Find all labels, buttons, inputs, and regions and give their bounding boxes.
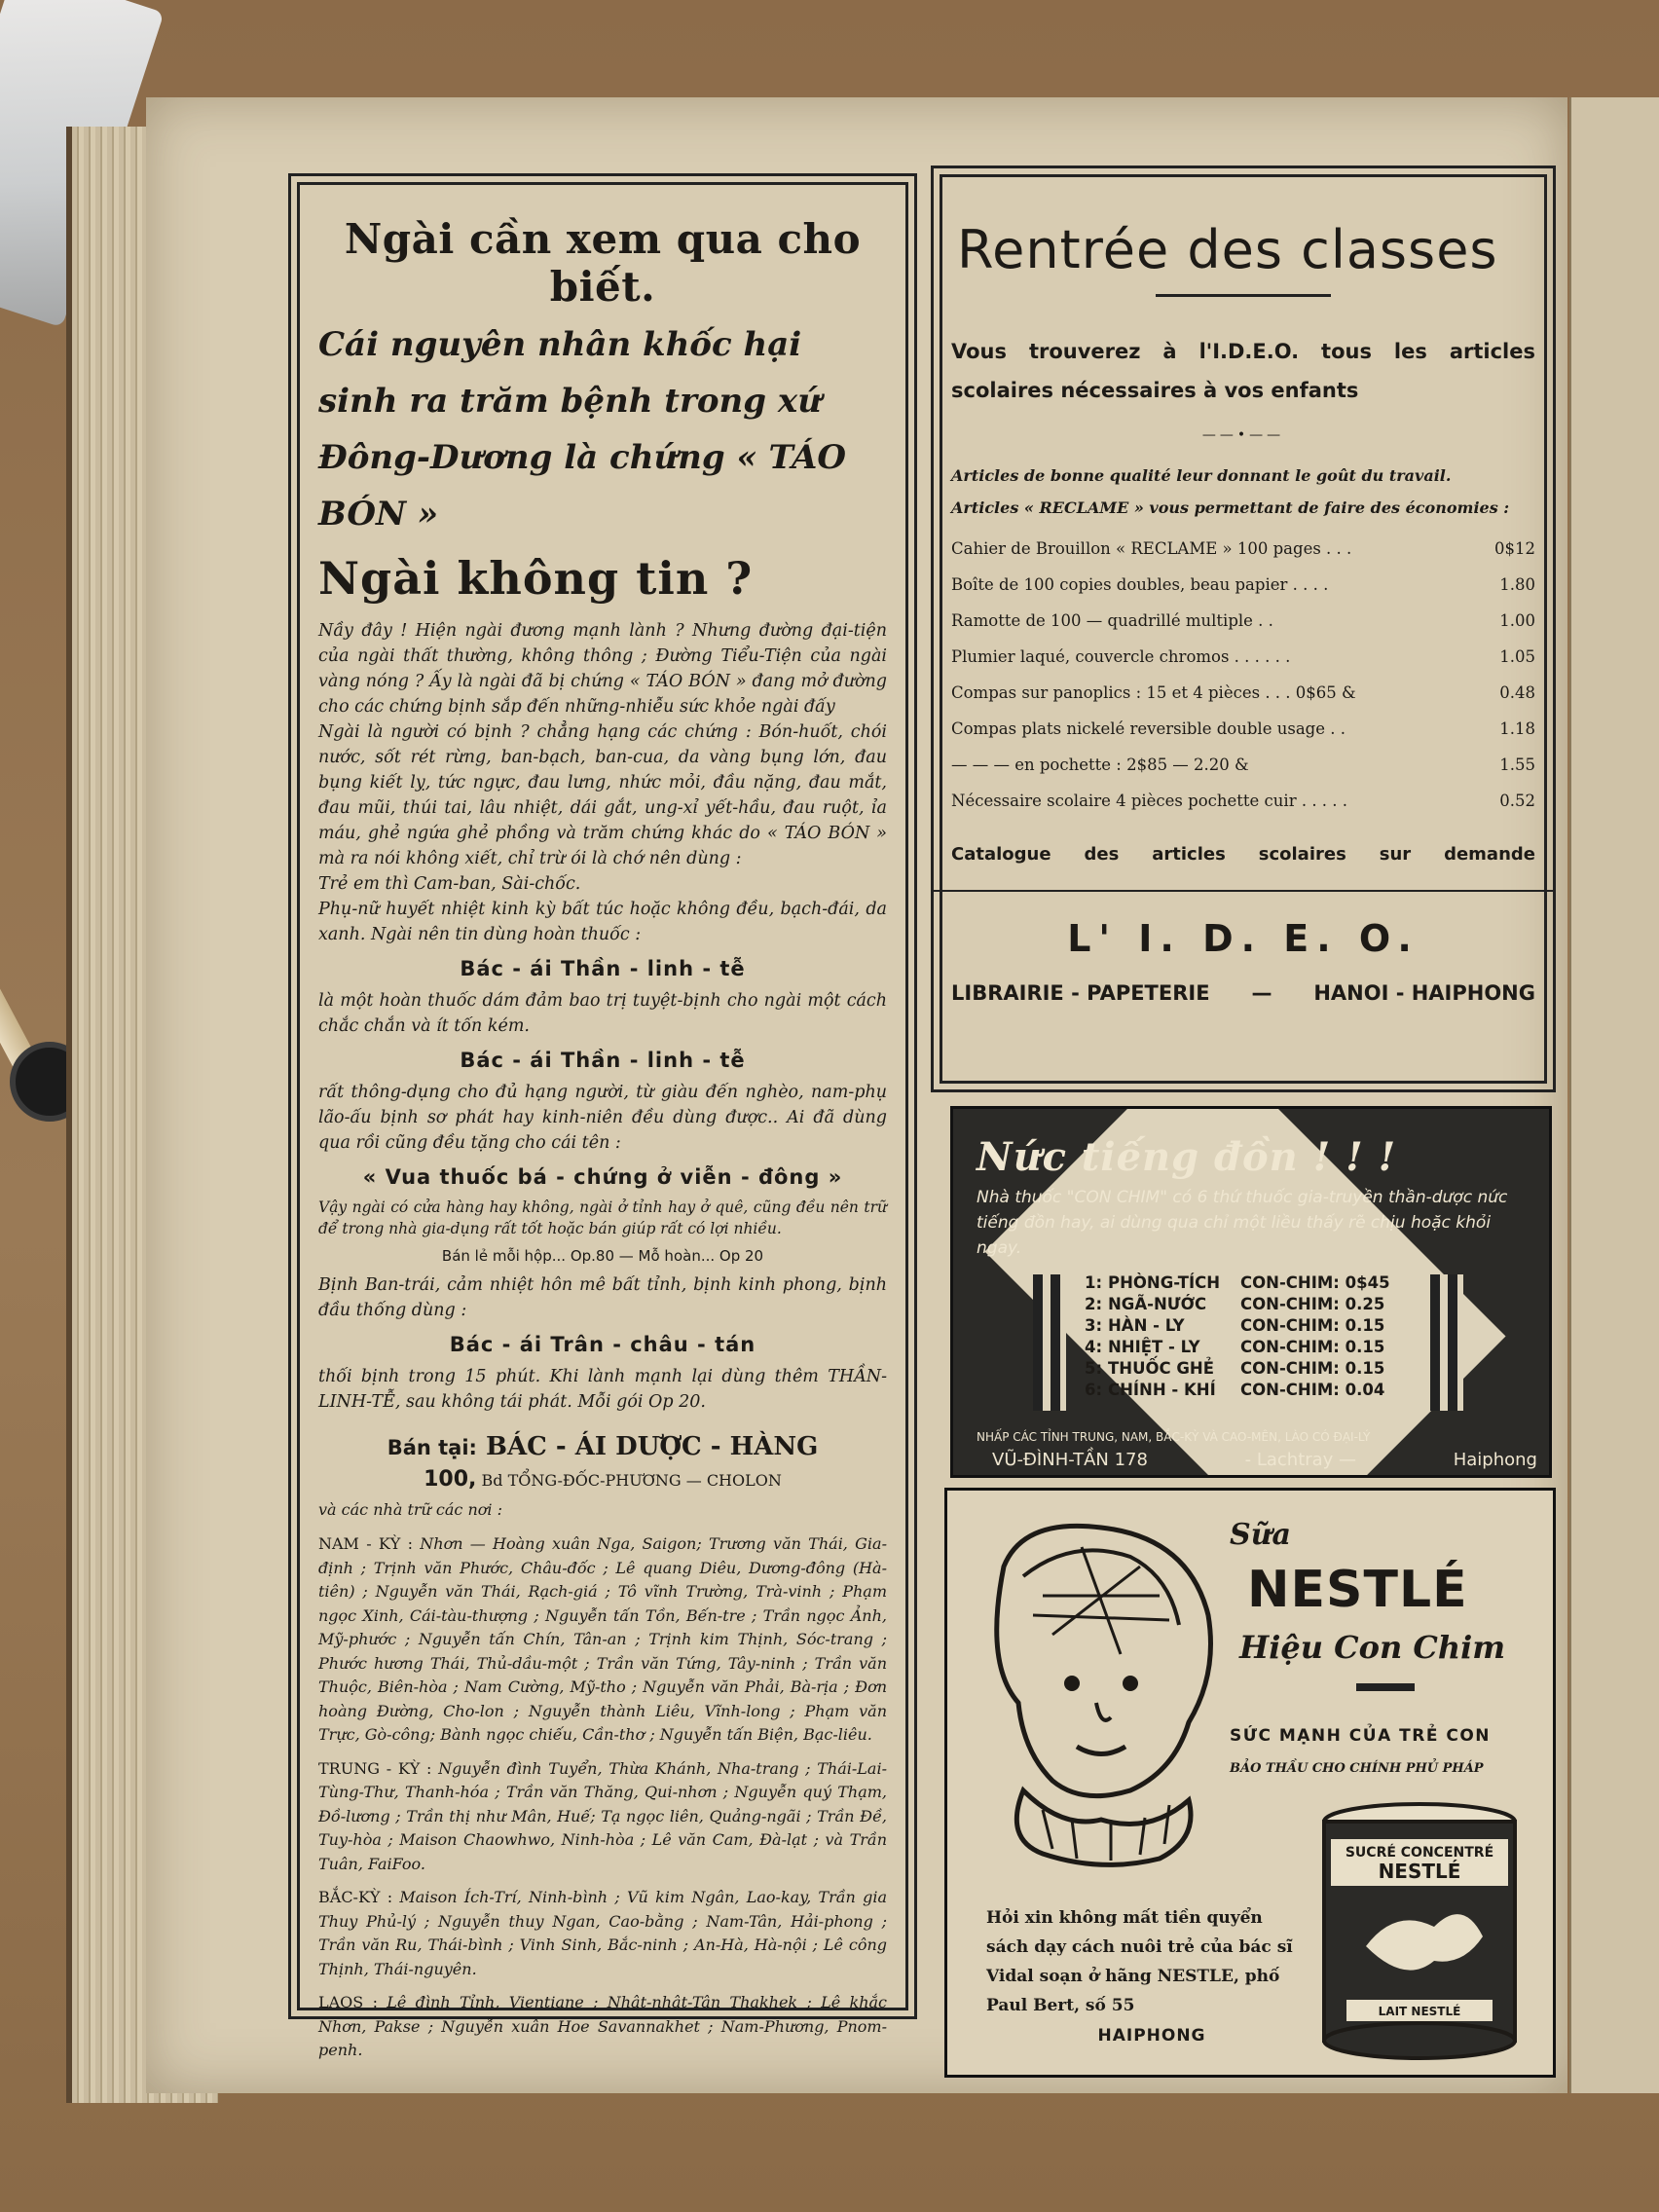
dealers-intro: và các nhà trữ các nơi : <box>318 1500 502 1519</box>
product-name: THUỐC GHẺ <box>1108 1359 1214 1378</box>
product-brand: CON-CHIM <box>1240 1359 1334 1378</box>
brand-cities: HANOI - HAIPHONG <box>1313 981 1535 1005</box>
product-number: 6: <box>1085 1381 1103 1399</box>
region-dealers: Nguyễn đình Tuyển, Thừa Khánh, Nha-trang ; Thái-Lai-Tùng-Thư, Thanh-hóa ; Trần văn Thăng, Qui-nhơn ; Nguyễn quý Thạm, Đồ-lương ; Trần thị như Mân, Huế; Tạ ngọc liên, Quảng-ngãi ; Trần Đề, Tuy-hòa ; Maison Chaowhwo, Ninh-hòa ; Lê văn Cam, Đà-lạt ; và Trần Tuân, FaiFoo. <box>318 1758 887 1873</box>
product-brand: CON-CHIM <box>1240 1381 1334 1399</box>
ad-line: Articles « RECLAME » vous permettant de faire des économies : <box>951 498 1510 517</box>
tagline: SỨC MẠNH CỦA TRẺ CON <box>1230 1726 1492 1746</box>
region-nam-ky <box>318 1532 887 1748</box>
medicine-advertisement <box>288 173 917 2059</box>
stripe-decoration <box>1430 1274 1463 1411</box>
item-price: 1.05 <box>1499 647 1535 666</box>
brand-name: NESTLÉ <box>1247 1561 1468 1619</box>
product-name: HÀN - LY <box>1108 1316 1185 1335</box>
ad-subheading: Cái nguyên nhân khốc hại sinh ra trăm bệnh trong xứ Đông-Dương là chứng « TÁO BÓN » <box>318 325 846 534</box>
item-price: 1.55 <box>1499 756 1535 774</box>
product-number: 3: <box>1085 1316 1103 1335</box>
sale-label: Bán tại: <box>387 1436 477 1459</box>
ad-paragraph: Nầy đây ! Hiện ngài đương mạnh lành ? Nhưng đường đại-tiện của ngài thất thường, không thông ; Đường Tiểu-Tiện của ngài vàng nóng ? Ấy là ngài đã bị chứng « TÁO BÓN » đang mở đường cho các chứng bịnh sắp đến những-nhiễu sức khỏe ngài đấy <box>318 621 887 717</box>
item-name: — — — en pochette : 2$85 — 2.20 & <box>951 756 1249 774</box>
ad-description: Nhà thuốc "CON CHIM" có 6 thứ thuốc gia-truyền thần-dược nức tiếng đồn hay, ai dùng qua chỉ một liều thấy rẽ chịu hoặc khỏi ngay. <box>977 1188 1508 1258</box>
shop-address <box>313 1467 893 1492</box>
product-price: : 0$45 <box>1333 1273 1390 1292</box>
product-row <box>1085 1294 1416 1315</box>
region-label: NAM - KỲ : <box>318 1534 414 1553</box>
divider <box>934 890 1553 892</box>
price-row <box>951 603 1535 639</box>
product-brand: CON-CHIM <box>1240 1273 1334 1292</box>
tagline-secondary: BẢO THẦU CHO CHÍNH PHỦ PHÁP <box>1230 1761 1484 1776</box>
milk-label: Sữa <box>1230 1518 1291 1552</box>
item-name: Compas sur panoplics : 15 et 4 pièces . . . 0$65 & <box>951 683 1356 702</box>
ad-line: Articles de bonne qualité leur donnant le goût du travail. <box>951 466 1452 485</box>
product-price: : 0.15 <box>1333 1338 1385 1356</box>
divider <box>1356 1683 1415 1691</box>
item-price: 1.80 <box>1499 575 1535 594</box>
shop-name: BÁC - ÁI DƯỢC - HÀNG <box>486 1432 819 1461</box>
con-chim-medicine-ad <box>950 1106 1552 1478</box>
item-name: Nécessaire scolaire 4 pièces pochette cuir . . . . . <box>951 792 1348 810</box>
product-name: CHÍNH - KHÍ <box>1108 1381 1216 1399</box>
street-name: - Lachtray — <box>1244 1450 1357 1470</box>
product-row <box>1085 1337 1416 1358</box>
brand-type: LIBRAIRIE - PAPETERIE <box>951 981 1210 1005</box>
price-row <box>951 531 1535 567</box>
product-number: 2: <box>1085 1295 1103 1313</box>
price-row <box>951 675 1535 711</box>
item-name: Compas plats nickelé reversible double usage . . <box>951 719 1346 738</box>
ad-heading: Ngài cần xem qua cho biết. <box>344 215 862 311</box>
region-label: BẮC-KỲ : <box>318 1888 393 1906</box>
milk-can-illustration <box>1317 1800 1522 2063</box>
ornament-divider: ——•—— <box>1201 427 1285 443</box>
item-price: 1.18 <box>1499 719 1535 738</box>
region-label: LAOS : <box>318 1993 378 2011</box>
region-label: TRUNG - KỲ : <box>318 1758 432 1778</box>
product-number: 1: <box>1085 1273 1103 1292</box>
agents-note: NHẤP CÁC TỈNH TRUNG, NAM, BẮC-KỲ VÀ CAO-MÊN, LÀO CÓ ĐẠI-LÝ <box>977 1430 1371 1444</box>
ad-paragraph: rất thông-dụng cho đủ hạng người, từ giàu đến nghèo, nam-phụ lão-ấu bịnh sơ phát hay kinh-niên đều dùng được.. Ai đã dùng qua rồi cũng đều tặng cho cái tên : <box>318 1083 887 1153</box>
sale-location <box>313 1432 893 1461</box>
price-row <box>951 783 1535 819</box>
item-name: Boîte de 100 copies doubles, beau papier . . . . <box>951 575 1329 594</box>
catalogue-word: scolaires <box>1258 844 1346 865</box>
region-dealers: Lê đình Tỉnh, Vientiane ; Nhật-nhật-Tân Thakhek ; Lê khắc Nhơn, Pakse ; Nguyễn xuân Hoe Savannakhet ; Nam-Phương, Pnom-penh. <box>318 1993 887 2059</box>
price-row <box>951 567 1535 603</box>
address-street: Bd TỔNG-ĐỐC-PHƯƠNG — CHOLON <box>481 1471 782 1490</box>
product-number: 5: <box>1085 1359 1103 1378</box>
region-dealers: Maison Ích-Trí, Ninh-bình ; Vũ kim Ngân, Lao-kay, Trần gia Thuy Phủ-lý ; Nguyễn thuy Ngan, Cao-bằng ; Nam-Tân, Hải-phong ; Trần văn Ru, Thái-bình ; Vinh Sinh, Bắc-ninh ; An-Hà, Hà-nội ; Lê công Thịnh, Thái-nguyên. <box>318 1888 887 1978</box>
price-row <box>951 711 1535 747</box>
price-list <box>934 531 1553 819</box>
ad-paragraph: Ngài là người có bịnh ? chẳng hạng các chứng : Bón-huốt, chói nước, sốt rét rừng, ban-bạch, ban-cua, da vàng bụng lớn, đau bụng kiết lỵ, tức ngực, đau lưng, nhức mỏi, đầu nặng, đau mắt, đau mũi, thúi tai, lâu nhiệt, dái gắt, ung-xỉ yết-hầu, đau ruột, ỉa máu, ghẻ ngứa ghẻ phồng và trăm chứng khác do « TÁO BÓN » mà ra nói không xiết, chỉ trừ ói là chớ nên dùng : <box>318 722 887 868</box>
ad-title: Nức tiếng đồn ! ! ! <box>977 1134 1397 1180</box>
brand-dash: — <box>1251 981 1272 1005</box>
ad-paragraph: Phụ-nữ huyết nhiệt kinh kỳ bất túc hoặc không đều, bạch-đái, da xanh. Ngài nên tin dùng hoàn thuốc : <box>318 900 887 944</box>
product-brand: CON-CHIM <box>1240 1295 1334 1313</box>
city-name: Haiphong <box>1453 1450 1537 1470</box>
brand-name: L' I. D. E. O. <box>1067 917 1419 960</box>
item-price: 0.48 <box>1499 683 1535 702</box>
region-laos <box>318 1991 887 2063</box>
item-price: 0$12 <box>1494 539 1535 558</box>
price-row <box>951 639 1535 675</box>
catalogue-word: Catalogue <box>951 844 1051 865</box>
title-rule <box>1156 294 1331 297</box>
product-price: : 0.15 <box>1333 1316 1385 1335</box>
adjacent-page-edge <box>1569 97 1659 2093</box>
can-brand: NESTLÉ <box>1378 1860 1461 1883</box>
product-row <box>1085 1358 1416 1380</box>
brand-subtitle: Hiệu Con Chim <box>1239 1629 1506 1666</box>
city-name: HAIPHONG <box>1097 2026 1206 2046</box>
ad-intro: Vous trouverez à l'I.D.E.O. tous les articles scolaires nécessaires à vos enfants <box>951 340 1535 402</box>
company-name: VŨ-ĐÌNH-TẦN 178 <box>992 1450 1148 1470</box>
ad-question: Ngài không tin ? <box>318 552 754 605</box>
ad-paragraph: Trẻ em thì Cam-ban, Sài-chốc. <box>318 874 581 894</box>
ad-paragraph: Vậy ngài có cửa hàng hay không, ngài ở tỉnh hay ở quê, cũng đều nên trữ để trong nhà gia-dụng rất tốt hoặc bán giúp rất có lợi nhiều. <box>318 1198 887 1237</box>
product-number: 4: <box>1085 1338 1103 1356</box>
catalogue-word: des <box>1084 844 1120 865</box>
region-dealers: Nhơn — Hoàng xuân Nga, Saigon; Trương văn Thái, Gia-định ; Trịnh văn Phước, Châu-đốc ; Lê quang Diêu, Dương-đông (Hà-tiên) ; Nguyễn văn Thái, Rạch-giá ; Tô vĩnh Trường, Trà-vinh ; Phạm ngọc Xinh, Cái-tàu-thượng ; Nguyễn tấn Tồn, Bến-tre ; Trần ngọc Ảnh, Mỹ-phước ; Nguyễn tấn Chín, Tân-an ; Trịnh kim Thịnh, Sóc-trang ; Phước hương Thái, Thủ-dầu-một ; Trần văn Tứng, Tây-ninh ; Trần văn Thuộc, Biên-hòa ; Nam Cường, Mỹ-tho ; Nguyễn văn Phải, Bà-rịa ; Đơn hoàng Đường, Cho-lon ; Nguyễn thành Liêu, Vĩnh-long ; Phạm văn Trực, Gò-công; Bành ngọc chiếu, Cần-thơ ; Nguyễn tấn Biện, Bạc-liêu. <box>318 1534 887 1744</box>
company-address <box>992 1450 1537 1470</box>
product-slogan: « Vua thuốc bá - chứng ở viễn - đông » <box>362 1165 843 1189</box>
nestle-milk-ad <box>944 1488 1556 2078</box>
item-name: Cahier de Brouillon « RECLAME » 100 pages . . . <box>951 539 1352 558</box>
product-brand: CON-CHIM <box>1240 1338 1334 1356</box>
product-price: : 0.25 <box>1333 1295 1385 1313</box>
item-name: Ramotte de 100 — quadrillé multiple . . <box>951 611 1273 630</box>
ad-title: Rentrée des classes <box>957 219 1498 280</box>
catalogue-word: articles <box>1152 844 1226 865</box>
product-row <box>1085 1315 1416 1337</box>
price-line: Bán lẻ mỗi hộp... Op.80 — Mỗ hoàn... Op 20 <box>441 1247 764 1265</box>
catalogue-word: demande <box>1444 844 1535 865</box>
product-name: PHÒNG-TÍCH <box>1108 1273 1221 1292</box>
product-row <box>1085 1272 1416 1294</box>
can-footer: LAIT NESTLÉ <box>1378 2005 1461 2018</box>
ad-paragraph: thối bịnh trong 15 phút. Khi lành mạnh lại dùng thêm THẦN-LINH-TỄ, sau không tái phát. Mỗi gói Op 20. <box>318 1367 887 1412</box>
product-name: Bác - ái Thần - linh - tễ <box>460 957 746 980</box>
product-price: : 0.15 <box>1333 1359 1385 1378</box>
ad-paragraph: là một hoàn thuốc dám đảm bao trị tuyệt-bịnh cho ngài một cách chắc chắn và ít tốn kém. <box>318 991 887 1036</box>
product-name: NHIỆT - LY <box>1108 1338 1200 1356</box>
product-row <box>1085 1380 1416 1401</box>
stripe-decoration <box>1033 1274 1066 1411</box>
item-price: 1.00 <box>1499 611 1535 630</box>
item-name: Plumier laqué, couvercle chromos . . . . . . <box>951 647 1291 666</box>
catalogue-word: sur <box>1379 844 1412 865</box>
product-list <box>1085 1272 1416 1401</box>
catalogue-line <box>951 844 1535 865</box>
product-brand: CON-CHIM <box>1240 1316 1334 1335</box>
product-name: Bác - ái Trân - châu - tán <box>449 1333 756 1356</box>
region-bac-ky <box>318 1886 887 1981</box>
ideo-school-supplies-ad <box>931 166 1556 1092</box>
product-name: Bác - ái Thần - linh - tễ <box>460 1049 746 1072</box>
product-name: NGÃ-NƯỚC <box>1108 1295 1207 1313</box>
product-price: : 0.04 <box>1333 1381 1385 1399</box>
can-label: SUCRÉ CONCENTRÉ <box>1345 1845 1494 1861</box>
region-trung-ky <box>318 1757 887 1877</box>
ad-paragraph: Bịnh Ban-trái, cảm nhiệt hôn mê bất tỉnh, bịnh kinh phong, bịnh đầu thống dùng : <box>318 1275 887 1320</box>
booklet-offer: Hỏi xin không mất tiền quyển sách dạy cách nuôi trẻ của bác sĩ Vidal soạn ở hãng NESTLE, phố Paul Bert, số 55 <box>986 1908 1293 2015</box>
price-row <box>951 747 1535 783</box>
address-number: 100, <box>424 1467 477 1492</box>
child-portrait-illustration <box>965 1508 1228 1868</box>
item-price: 0.52 <box>1499 792 1535 810</box>
brand-subline <box>951 981 1535 1005</box>
